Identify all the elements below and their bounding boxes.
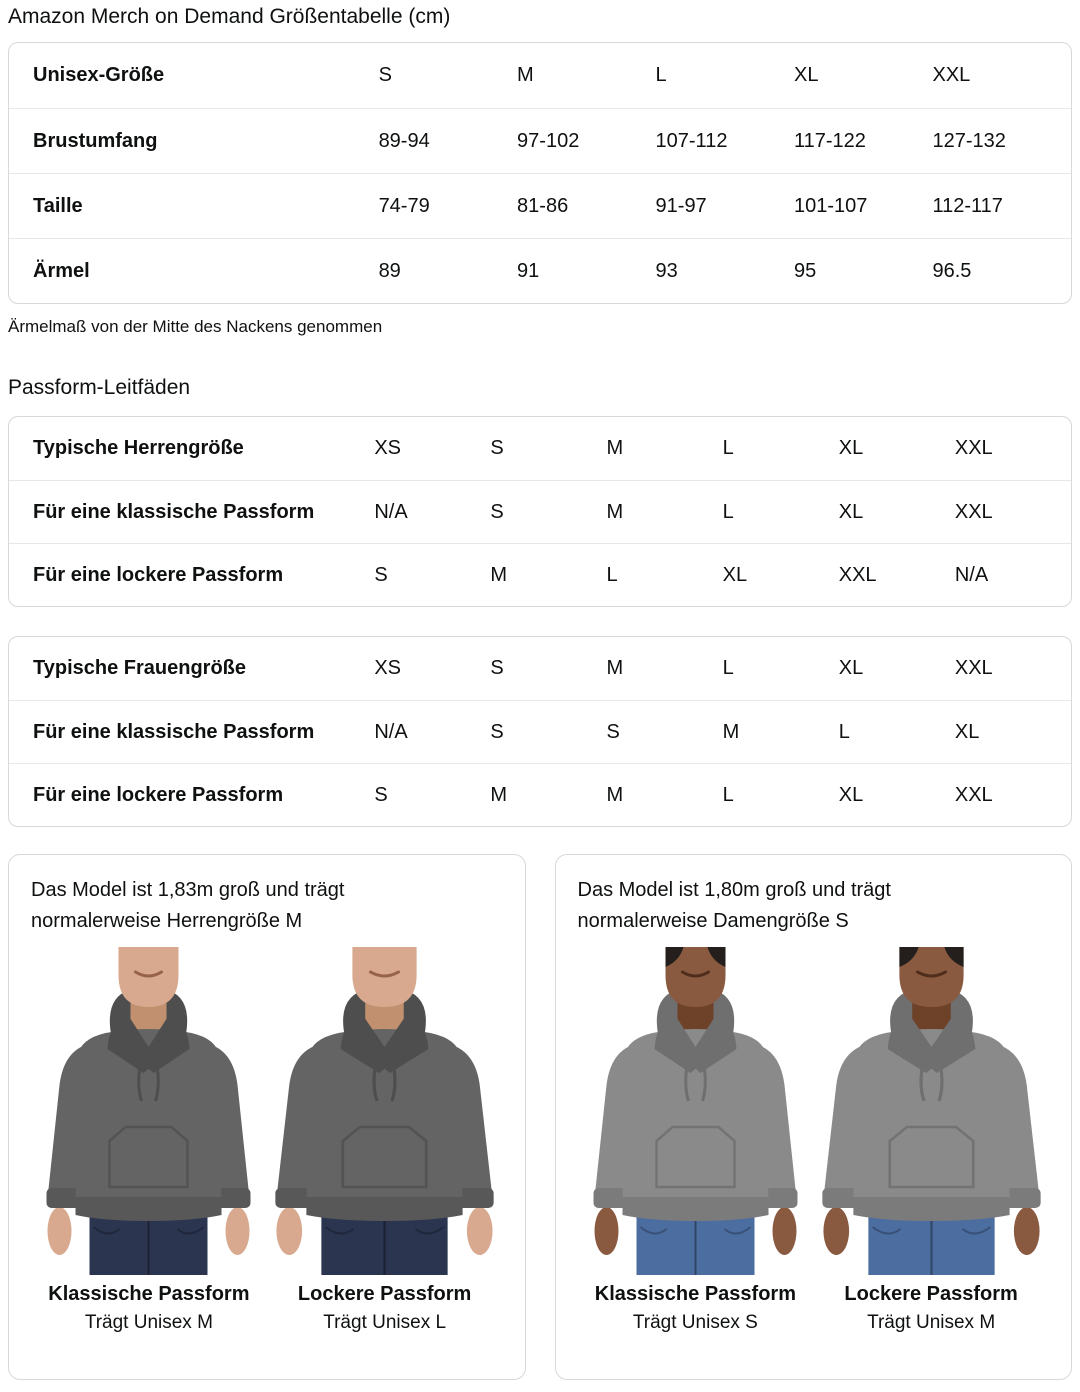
fit-name: Klassische Passform xyxy=(594,1283,796,1305)
row-label: Für eine klassische Passform xyxy=(33,720,315,743)
women-model-card xyxy=(555,854,1073,1380)
cell: N/A xyxy=(374,720,408,743)
table-row xyxy=(9,173,1071,238)
row-label: Für eine lockere Passform xyxy=(33,563,284,586)
model-description: Das Model ist 1,83m groß und trägt normalerweise Herrengröße M xyxy=(31,879,345,932)
row-label: Für eine lockere Passform xyxy=(33,783,284,806)
column-header: S xyxy=(378,64,392,86)
model-cards xyxy=(8,854,1072,1380)
cell: XS xyxy=(374,657,401,679)
cell: 93 xyxy=(655,259,678,282)
model-figure-classic xyxy=(578,945,814,1334)
table-header-row xyxy=(9,43,1071,108)
fit-guides-heading: Passform-Leitfäden xyxy=(8,376,191,399)
cell: M xyxy=(606,657,624,679)
cell: XL xyxy=(954,720,980,743)
table-row xyxy=(9,763,1071,826)
cell: L xyxy=(722,657,734,679)
cell: 127-132 xyxy=(932,129,1006,152)
women-fit-table xyxy=(8,636,1072,827)
cell: S xyxy=(374,563,388,586)
men-model-card xyxy=(8,854,526,1380)
row-label: Unisex-Größe xyxy=(33,64,165,86)
cell: S xyxy=(374,783,388,806)
column-header: XL xyxy=(794,64,819,86)
cell: 107-112 xyxy=(655,129,728,152)
cell: 91 xyxy=(517,259,540,282)
sleeve-measure-note: Ärmelmaß von der Mitte des Nackens genommen xyxy=(8,317,383,336)
fit-size: Trägt Unisex L xyxy=(323,1312,447,1333)
cell: S xyxy=(490,500,504,523)
cell: XL xyxy=(838,783,864,806)
cell: XXL xyxy=(954,437,993,459)
cell: L xyxy=(838,720,850,743)
cell: M xyxy=(606,437,624,459)
fit-size: Trägt Unisex S xyxy=(632,1312,758,1333)
cell: XL xyxy=(838,657,864,679)
hoodie-model-photo xyxy=(579,945,812,1275)
column-header: M xyxy=(517,64,534,86)
cell: XL xyxy=(838,500,864,523)
cell: L xyxy=(606,563,618,586)
cell: 101-107 xyxy=(794,194,868,217)
cell: 112-117 xyxy=(932,194,1003,217)
fit-name: Lockere Passform xyxy=(844,1283,1018,1305)
table-row xyxy=(9,543,1071,606)
cell: 81-86 xyxy=(517,194,569,217)
cell: M xyxy=(722,720,740,743)
fit-size: Trägt Unisex M xyxy=(867,1312,996,1333)
row-label: Taille xyxy=(33,194,83,217)
cell: 89 xyxy=(378,259,401,282)
table-row xyxy=(9,238,1071,303)
fit-name: Klassische Passform xyxy=(48,1283,250,1305)
cell: 91-97 xyxy=(655,194,707,217)
model-description: Das Model ist 1,80m groß und trägt normalerweise Damengröße S xyxy=(577,879,891,932)
hoodie-model-photo xyxy=(32,945,265,1275)
cell: 96.5 xyxy=(932,259,972,282)
cell: M xyxy=(490,783,508,806)
cell: XXL xyxy=(954,657,993,679)
cell: L xyxy=(722,500,734,523)
row-label: Brustumfang xyxy=(33,129,158,152)
cell: XS xyxy=(374,437,401,459)
hoodie-model-photo xyxy=(806,945,1055,1275)
cell: 89-94 xyxy=(378,129,430,152)
cell: 95 xyxy=(794,259,817,282)
cell: S xyxy=(606,720,620,743)
column-header: L xyxy=(655,64,667,86)
size-chart-page xyxy=(0,4,1080,1380)
cell: XL xyxy=(838,437,864,459)
row-label: Typische Frauengröße xyxy=(33,657,247,679)
cell: S xyxy=(490,657,504,679)
table-row xyxy=(9,480,1071,543)
model-figure-loose xyxy=(267,945,503,1334)
cell: XL xyxy=(722,563,748,586)
cell: 74-79 xyxy=(378,194,430,217)
cell: N/A xyxy=(954,563,989,586)
model-figures xyxy=(31,945,503,1334)
row-label: Ärmel xyxy=(33,259,90,282)
fit-name: Lockere Passform xyxy=(297,1283,472,1305)
fit-size: Trägt Unisex M xyxy=(84,1312,213,1333)
page-title: Amazon Merch on Demand Größentabelle (cm) xyxy=(8,5,451,28)
cell: XXL xyxy=(954,500,993,523)
men-fit-table xyxy=(8,416,1072,607)
cell: 97-102 xyxy=(517,129,580,152)
cell: XXL xyxy=(954,783,993,806)
cell: S xyxy=(490,437,504,459)
cell: M xyxy=(606,783,624,806)
cell: 117-122 xyxy=(794,129,866,152)
table-row xyxy=(9,700,1071,763)
model-figure-classic xyxy=(31,945,267,1334)
model-figures xyxy=(578,945,1050,1334)
model-figure-loose xyxy=(813,945,1049,1334)
cell: S xyxy=(490,720,504,743)
column-header: XXL xyxy=(932,64,971,86)
table-row xyxy=(9,108,1071,173)
cell: L xyxy=(722,783,734,806)
hoodie-model-photo xyxy=(260,945,509,1275)
cell: M xyxy=(490,563,508,586)
row-label: Typische Herrengröße xyxy=(33,437,244,459)
row-label: Für eine klassische Passform xyxy=(33,500,315,523)
cell: N/A xyxy=(374,500,408,523)
cell: L xyxy=(722,437,734,459)
size-table xyxy=(8,42,1072,304)
table-row xyxy=(9,637,1071,700)
table-row xyxy=(9,417,1071,480)
cell: XXL xyxy=(838,563,877,586)
cell: M xyxy=(606,500,624,523)
